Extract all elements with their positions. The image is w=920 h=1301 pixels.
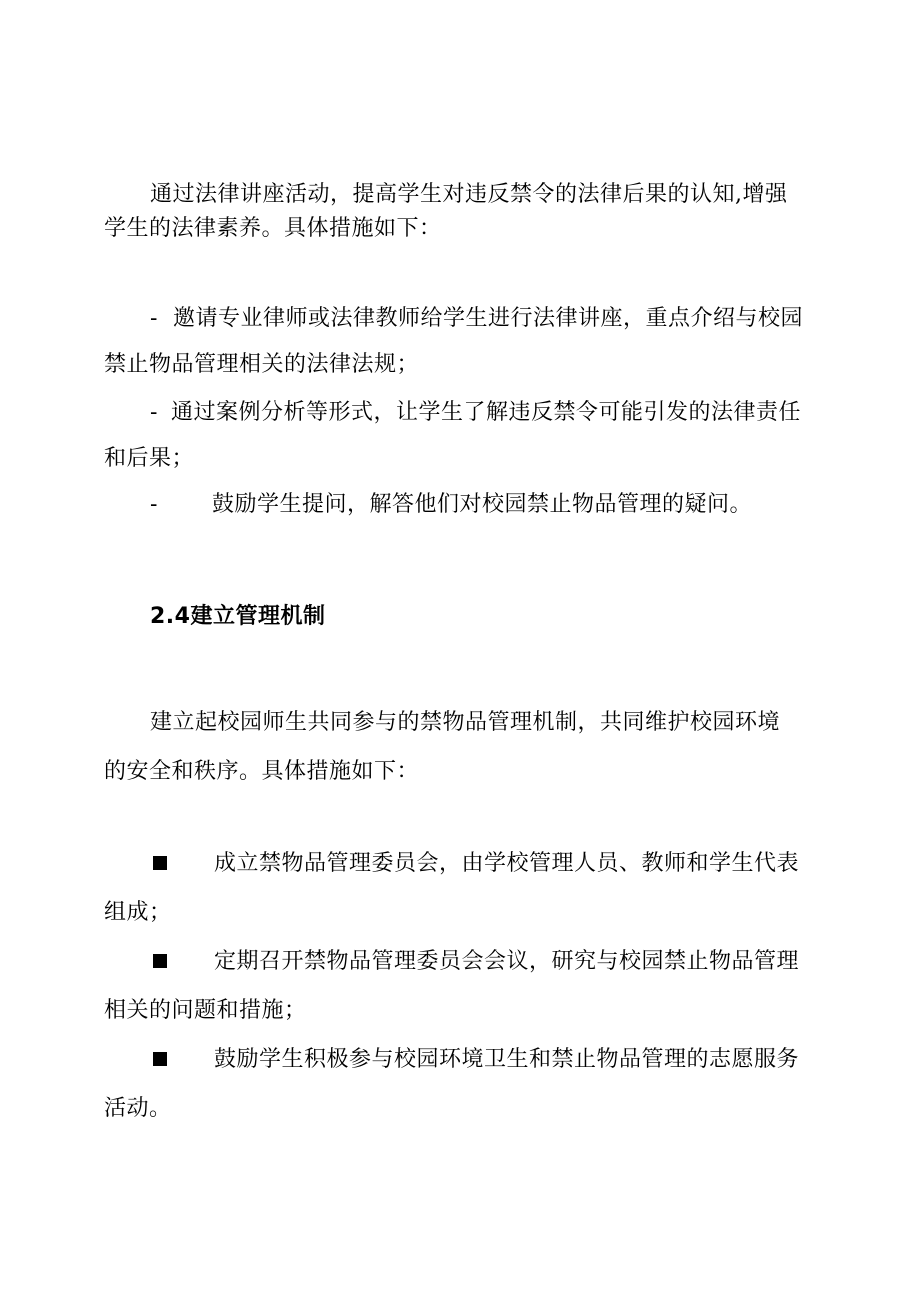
section-para-line-1: 建立起校园师生共同参与的禁物品管理机制，共同维护校园环境 — [150, 710, 781, 735]
section-heading: 2.4建立管理机制 — [150, 604, 326, 629]
dash-bullet: - — [150, 306, 158, 331]
list1-item-2-line-1: 通过案例分析等形式，让学生了解违反禁令可能引发的法律责任 — [171, 400, 802, 425]
list1-item-3-line-1: 鼓励学生提问，解答他们对校园禁止物品管理的疑问。 — [212, 492, 753, 517]
intro-line-2: 学生的法律素养。具体措施如下： — [104, 216, 442, 241]
square-bullet-icon — [153, 954, 167, 968]
list1-item-1-line-1: 邀请专业律师或法律教师给学生进行法律讲座，重点介绍与校园 — [173, 306, 804, 331]
list2-item-3-line-2: 活动。 — [104, 1096, 172, 1121]
list1-item-2-line-2: 和后果； — [104, 446, 195, 471]
section-para-line-2: 的安全和秩序。具体措施如下： — [104, 759, 420, 784]
list2-item-2-line-1: 定期召开禁物品管理委员会会议，研究与校园禁止物品管理 — [214, 949, 800, 974]
list2-item-3-line-1: 鼓励学生积极参与校园环境卫生和禁止物品管理的志愿服务 — [214, 1047, 800, 1072]
square-bullet-icon — [153, 856, 167, 870]
list2-item-1-line-1: 成立禁物品管理委员会，由学校管理人员、教师和学生代表 — [214, 851, 800, 876]
dash-bullet: - — [150, 492, 158, 517]
list1-item-1-line-2: 禁止物品管理相关的法律法规； — [104, 352, 420, 377]
list2-item-2-line-2: 相关的问题和措施； — [104, 998, 307, 1023]
list2-item-1-line-2: 组成； — [104, 900, 172, 925]
intro-line-1: 通过法律讲座活动，提高学生对违反禁令的法律后果的认知,增强 — [150, 182, 788, 207]
dash-bullet: - — [150, 400, 158, 425]
square-bullet-icon — [153, 1052, 167, 1066]
